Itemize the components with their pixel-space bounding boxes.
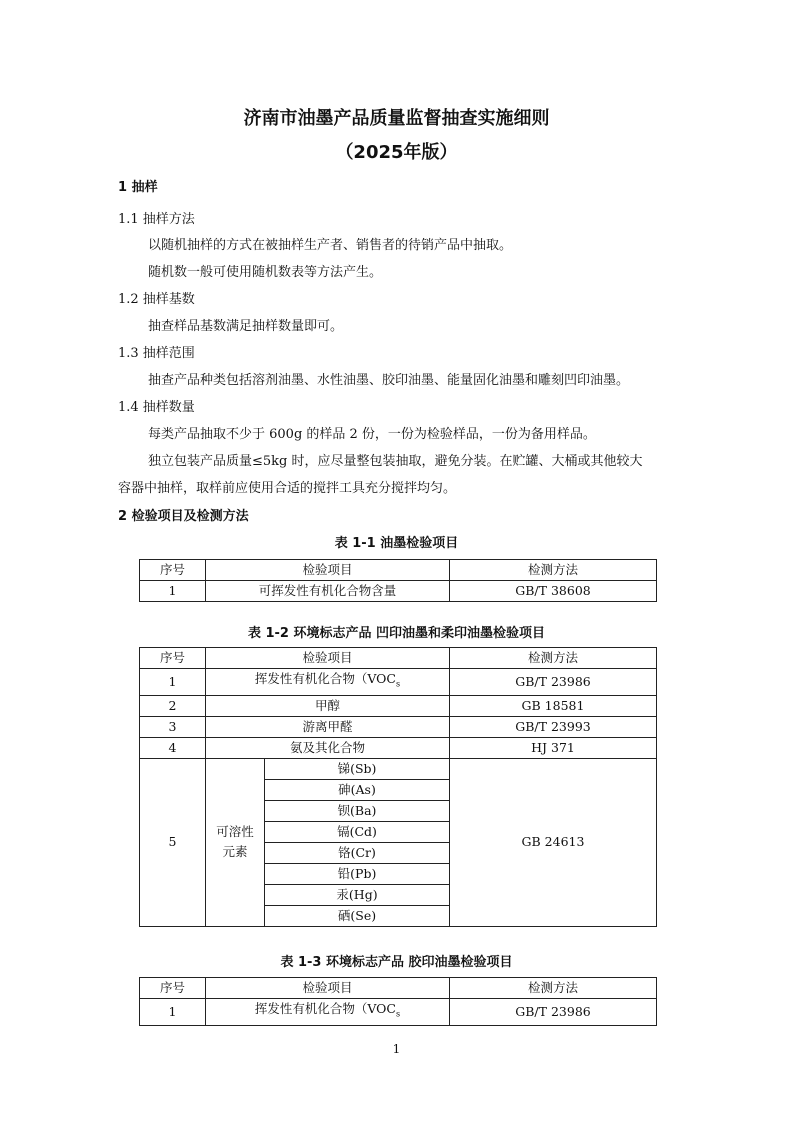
page-number: 1 xyxy=(392,1042,401,1056)
section-1-heading: 1 抽样 xyxy=(118,180,158,195)
table-3-caption: 表 1-3 环境标志产品 胶印油墨检验项目 xyxy=(280,955,513,970)
table-row xyxy=(140,581,657,602)
table-2-caption: 表 1-2 环境标志产品 凹印油墨和柔印油墨检验项目 xyxy=(247,626,546,641)
section-1-4-title: 1.4 抽样数量 xyxy=(118,400,195,415)
cell-item-text: 挥发性有机化合物（VOC xyxy=(254,671,396,686)
cell-method: GB/T 23986 xyxy=(450,999,657,1026)
table-header-row xyxy=(140,560,657,581)
cell-element: 锑(Sb) xyxy=(265,758,450,779)
group-label-line-2: 元素 xyxy=(222,844,248,859)
cell-element: 钡(Ba) xyxy=(265,800,450,821)
cell-item xyxy=(206,999,450,1026)
header-item: 检验项目 xyxy=(206,648,450,669)
header-method: 检测方法 xyxy=(450,978,657,999)
cell-method: GB/T 23986 xyxy=(450,669,657,696)
section-1-3-para-1: 抽查产品种类包括溶剂油墨、水性油墨、胶印油墨、能量固化油墨和雕刻凹印油墨。 xyxy=(148,373,630,388)
section-1-1-para-2: 随机数一般可使用随机数表等方法产生。 xyxy=(148,265,383,280)
section-1-2-para-1: 抽查样品基数满足抽样数量即可。 xyxy=(148,319,344,334)
section-2-heading: 2 检验项目及检测方法 xyxy=(118,509,249,524)
cell-seq: 1 xyxy=(140,669,206,696)
cell-seq: 2 xyxy=(140,695,206,716)
section-1-4-para-2: 独立包装产品质量≤5kg 时，应尽量整包装抽取，避免分装。在贮罐、大桶或其他较大 xyxy=(148,454,643,469)
document-title: 济南市油墨产品质量监督抽查实施细则 xyxy=(243,108,550,129)
cell-element: 汞(Hg) xyxy=(265,884,450,905)
cell-method: GB/T 23993 xyxy=(450,716,657,737)
table-header-row xyxy=(140,648,657,669)
cell-element: 硒(Se) xyxy=(265,905,450,926)
cell-seq: 1 xyxy=(140,581,206,602)
cell-element: 铅(Pb) xyxy=(265,863,450,884)
cell-seq: 3 xyxy=(140,716,206,737)
table-row xyxy=(140,758,657,779)
section-1-1-title: 1.1 抽样方法 xyxy=(118,212,195,227)
header-seq: 序号 xyxy=(140,648,206,669)
cell-item: 氨及其化合物 xyxy=(206,737,450,758)
table-2 xyxy=(139,647,657,927)
table-header-row xyxy=(140,978,657,999)
document-year: （2025年版） xyxy=(335,142,458,163)
cell-item: 可挥发性有机化合物含量 xyxy=(206,581,450,602)
header-seq: 序号 xyxy=(140,560,206,581)
cell-element: 砷(As) xyxy=(265,779,450,800)
header-seq: 序号 xyxy=(140,978,206,999)
cell-item xyxy=(206,669,450,696)
cell-seq: 5 xyxy=(140,758,206,926)
cell-method: GB 24613 xyxy=(450,758,657,926)
section-1-4-para-1: 每类产品抽取不少于 600g 的样品 2 份，一份为检验样品，一份为备用样品。 xyxy=(148,427,596,442)
cell-seq: 1 xyxy=(140,999,206,1026)
cell-element: 铬(Cr) xyxy=(265,842,450,863)
group-label-line-1: 可溶性 xyxy=(216,824,254,839)
cell-item-subscript: s xyxy=(396,679,401,689)
table-row xyxy=(140,737,657,758)
section-1-4-para-2-cont: 容器中抽样，取样前应使用合适的搅拌工具充分搅拌均匀。 xyxy=(118,481,457,496)
header-method: 检测方法 xyxy=(450,560,657,581)
table-1 xyxy=(139,559,657,602)
table-3 xyxy=(139,977,657,1026)
header-item: 检验项目 xyxy=(206,560,450,581)
cell-method: GB 18581 xyxy=(450,695,657,716)
cell-item-text: 挥发性有机化合物（VOC xyxy=(254,1001,396,1016)
cell-item-subscript: s xyxy=(396,1009,401,1019)
section-1-1-para-1: 以随机抽样的方式在被抽样生产者、销售者的待销产品中抽取。 xyxy=(148,238,513,253)
cell-item: 甲醇 xyxy=(206,695,450,716)
cell-item: 游离甲醛 xyxy=(206,716,450,737)
cell-method: HJ 371 xyxy=(450,737,657,758)
table-row xyxy=(140,695,657,716)
table-row xyxy=(140,999,657,1026)
cell-method: GB/T 38608 xyxy=(450,581,657,602)
cell-seq: 4 xyxy=(140,737,206,758)
section-1-2-title: 1.2 抽样基数 xyxy=(118,292,195,307)
table-row xyxy=(140,716,657,737)
header-item: 检验项目 xyxy=(206,978,450,999)
section-1-3-title: 1.3 抽样范围 xyxy=(118,346,195,361)
table-1-caption: 表 1-1 油墨检验项目 xyxy=(334,536,459,551)
cell-group-label xyxy=(206,758,265,926)
table-row xyxy=(140,669,657,696)
cell-element: 镉(Cd) xyxy=(265,821,450,842)
header-method: 检测方法 xyxy=(450,648,657,669)
